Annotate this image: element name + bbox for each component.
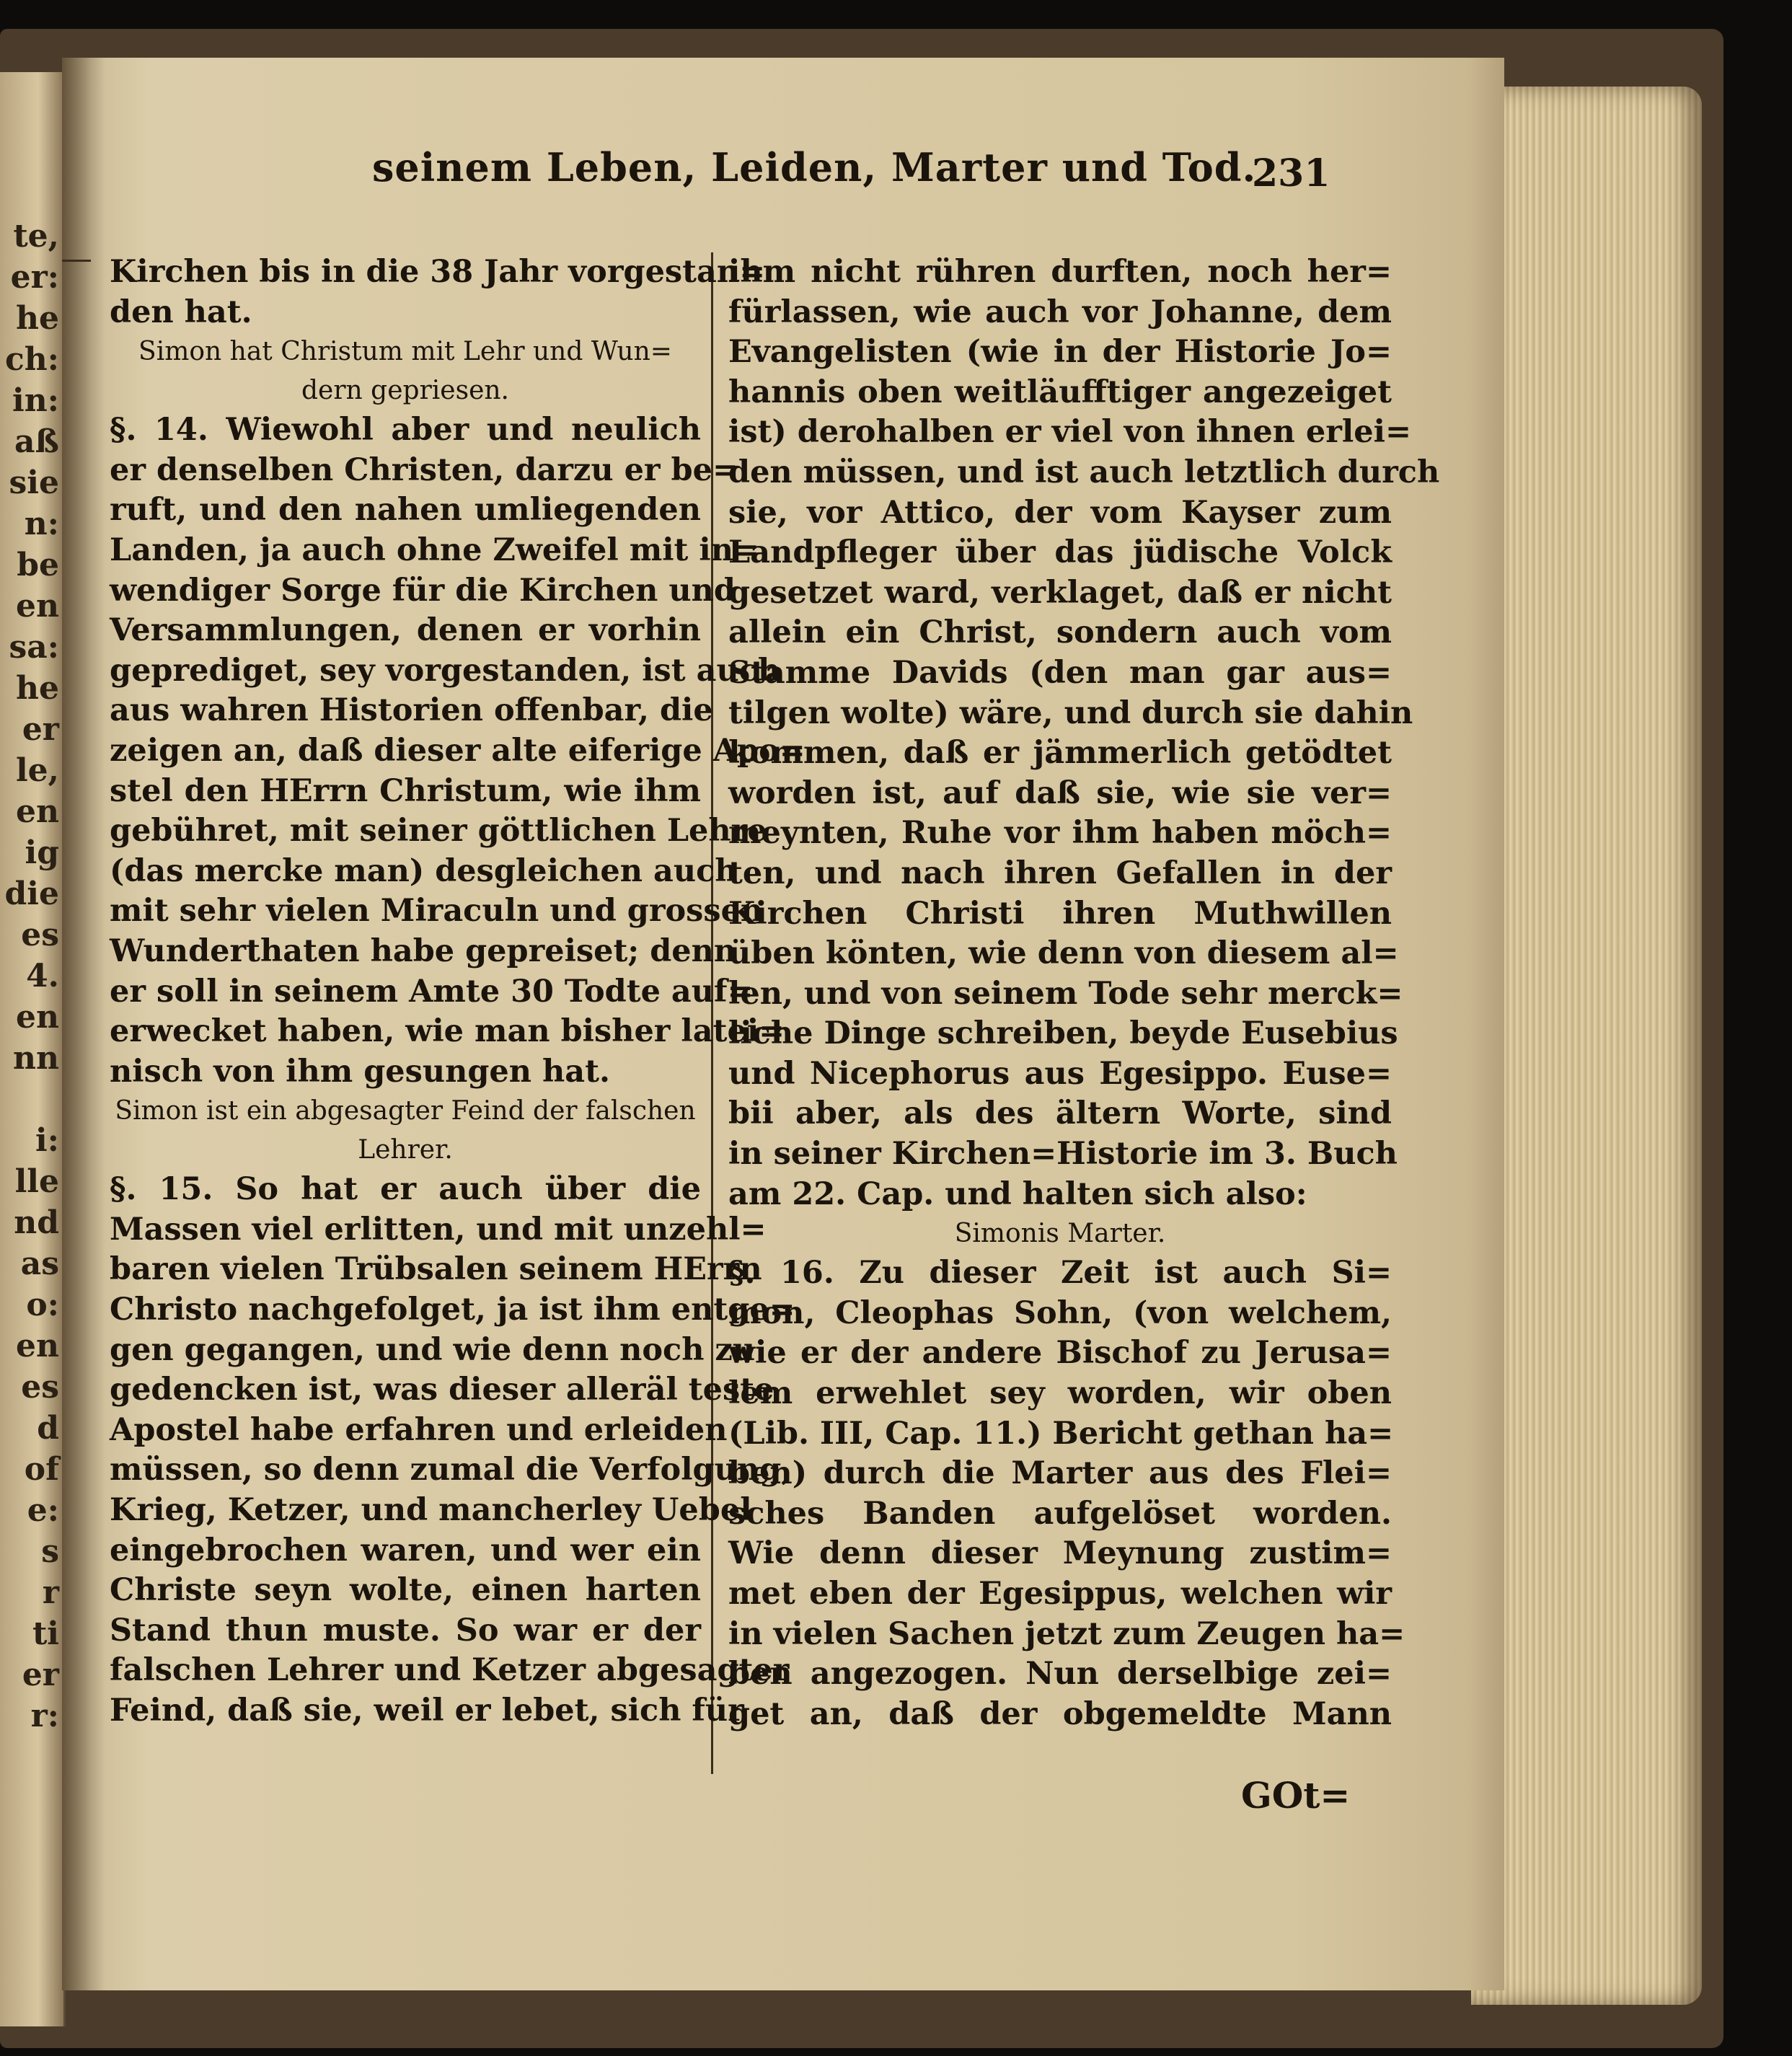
text-line: Apostel habe erfahren und erleiden xyxy=(110,1411,728,1448)
text-line: allein ein Christ, sondern auch vom xyxy=(728,614,1392,651)
previous-page-fragment: e: xyxy=(27,1492,59,1529)
previous-page-fragment: he xyxy=(16,670,59,707)
text-line: (Lib. III, Cap. 11.) Bericht gethan ha= xyxy=(728,1415,1394,1452)
text-line: Landpfleger über das jüdische Volck xyxy=(728,534,1392,571)
previous-page-fragment: es xyxy=(21,917,59,953)
text-line: ist) derohalben er viel von ihnen erlei= xyxy=(728,414,1411,451)
text-line: Kirchen Christi ihren Muthwillen xyxy=(728,895,1392,932)
text-line: lem erwehlet sey worden, wir oben xyxy=(728,1375,1392,1412)
text-line: worden ist, auf daß sie, wie sie ver= xyxy=(728,775,1392,811)
text-line: §. 15. So hat er auch über die xyxy=(110,1171,701,1208)
previous-page-fragment: nn xyxy=(13,1040,59,1077)
text-line: den müssen, und ist auch letztlich durch xyxy=(728,454,1440,490)
marginal-heading: Lehrer. xyxy=(358,1135,453,1165)
text-line: sches Banden aufgelöset worden. xyxy=(728,1495,1392,1532)
text-line: stel den HErrn Christum, wie ihm xyxy=(110,772,701,809)
previous-page-fragment: er xyxy=(22,711,59,748)
text-line: Wunderthaten habe gepreiset; denn xyxy=(110,932,737,969)
text-line: (das mercke man) desgleichen auch xyxy=(110,852,738,889)
text-line: eingebrochen waren, und wer ein xyxy=(110,1532,701,1569)
previous-page-edge xyxy=(0,72,66,2026)
previous-page-fragment: er: xyxy=(10,259,59,296)
previous-page-fragment: he xyxy=(16,300,59,337)
text-line: liche Dinge schreiben, beyde Eusebius xyxy=(728,1015,1398,1052)
text-line: Landen, ja auch ohne Zweifel mit in= xyxy=(110,531,760,568)
text-line: mit sehr vielen Miraculn und grossen xyxy=(110,893,764,930)
marginal-heading: Simon hat Christum mit Lehr und Wun= xyxy=(138,337,672,367)
page-number: 231 xyxy=(1252,151,1330,195)
marginal-heading: dern gepriesen. xyxy=(301,376,510,406)
previous-page-fragment: sa: xyxy=(9,629,59,666)
previous-page-fragment: en xyxy=(16,1328,59,1364)
text-line: üben könten, wie denn von diesem al= xyxy=(728,935,1399,972)
text-line: ben angezogen. Nun derselbige zei= xyxy=(728,1656,1392,1693)
text-line: müssen, so denn zumal die Verfolgung, xyxy=(110,1452,793,1488)
gutter-shadow xyxy=(62,58,105,1990)
text-line: den hat. xyxy=(110,294,252,330)
text-line: er soll in seinem Amte 30 Todte auf= xyxy=(110,973,754,1010)
previous-page-fragment: r: xyxy=(30,1698,59,1734)
previous-page-fragment: lle xyxy=(14,1163,59,1200)
previous-page-fragment: ti xyxy=(32,1615,59,1652)
previous-page-fragment: er xyxy=(22,1656,59,1693)
text-line: Versammlungen, denen er vorhin xyxy=(110,612,701,649)
text-line: kommen, daß er jämmerlich getödtet xyxy=(728,735,1392,772)
previous-page-fragment: sie xyxy=(9,464,59,501)
text-line: gesetzet ward, verklaget, daß er nicht xyxy=(728,574,1392,611)
marginal-heading: Simon ist ein abgesagter Feind der falschen xyxy=(115,1096,696,1126)
page-edges xyxy=(1471,87,1702,2005)
text-line: am 22. Cap. und halten sich also: xyxy=(728,1175,1307,1212)
previous-page-fragment: d xyxy=(37,1410,59,1447)
previous-page-fragment: o: xyxy=(26,1287,59,1323)
text-line: Kirchen bis in die 38 Jahr vorgestan= xyxy=(110,254,766,290)
text-line: wie er der andere Bischof zu Jerusa= xyxy=(728,1335,1392,1372)
text-line: mon, Cleophas Sohn, (von welchem, xyxy=(728,1294,1392,1331)
book-page xyxy=(62,58,1504,1990)
text-line: Evangelisten (wie in der Historie Jo= xyxy=(728,334,1392,371)
text-line: ruft, und den nahen umliegenden xyxy=(110,492,701,529)
text-line: Feind, daß sie, weil er lebet, sich für xyxy=(110,1693,744,1729)
previous-page-fragment: n: xyxy=(24,506,59,542)
text-line: Krieg, Ketzer, und mancherley Uebel xyxy=(110,1492,752,1529)
previous-page-fragment: ig xyxy=(25,834,59,871)
text-line: gedencken ist, was dieser alleräl teste xyxy=(110,1372,774,1408)
text-line: gebühret, mit seiner göttlichen Lehre xyxy=(110,813,767,850)
previous-page-fragment: i: xyxy=(35,1122,59,1159)
left-column xyxy=(110,252,805,1731)
previous-page-fragment: as xyxy=(20,1245,59,1282)
text-line: in vielen Sachen jetzt zum Zeugen ha= xyxy=(728,1615,1405,1652)
text-line: Massen viel erlitten, und mit unzehl= xyxy=(110,1211,767,1248)
previous-page-fragment: nd xyxy=(14,1204,59,1241)
text-line: meynten, Ruhe vor ihm haben möch= xyxy=(728,815,1392,852)
previous-page-fragment: te, xyxy=(13,218,59,255)
header-rule xyxy=(62,260,91,262)
text-line: zeigen an, daß dieser alte eiferige Apo= xyxy=(110,732,805,769)
right-column xyxy=(728,252,1440,1734)
text-line: Christo nachgefolget, ja ist ihm entge= xyxy=(110,1292,795,1328)
catchword: GOt= xyxy=(1241,1774,1351,1817)
text-line: geprediget, sey vorgestanden, ist auch xyxy=(110,652,781,689)
previous-page-fragment: 4. xyxy=(26,958,59,994)
marginal-heading: Simonis Marter. xyxy=(954,1219,1166,1249)
text-line: gen gegangen, und wie denn noch zu xyxy=(110,1331,756,1368)
text-line: len, und von seinem Tode sehr merck= xyxy=(728,975,1403,1012)
previous-page-fragment: le, xyxy=(15,752,59,789)
previous-page-fragment: en xyxy=(16,793,59,830)
text-line: fürlassen, wie auch vor Johanne, dem xyxy=(728,294,1392,330)
text-line: Stand thun muste. So war er der xyxy=(110,1612,701,1649)
text-line: §. 14. Wiewohl aber und neulich xyxy=(110,412,701,449)
text-line: wendiger Sorge für die Kirchen und xyxy=(110,572,736,609)
text-line: und Nicephorus aus Egesippo. Euse= xyxy=(728,1055,1392,1092)
text-line: tilgen wolte) wäre, und durch sie dahin xyxy=(728,694,1413,731)
text-line: Stamme Davids (den man gar aus= xyxy=(728,654,1392,691)
text-line: ihm nicht rühren durften, noch her= xyxy=(728,254,1392,290)
text-line: Christe seyn wolte, einen harten xyxy=(110,1572,701,1609)
text-line: ben) durch die Marter aus des Flei= xyxy=(728,1455,1392,1492)
text-line: er denselben Christen, darzu er be= xyxy=(110,451,739,488)
previous-page-fragment: r xyxy=(42,1574,59,1611)
previous-page-fragment: aß xyxy=(14,423,59,460)
text-line: Wie denn dieser Meynung zustim= xyxy=(728,1535,1392,1572)
text-line: in seiner Kirchen=Historie im 3. Buch xyxy=(728,1136,1398,1173)
previous-page-fragment: es xyxy=(21,1369,59,1406)
previous-page-fragment: en xyxy=(16,588,59,625)
text-line: bii aber, als des ältern Worte, sind xyxy=(728,1095,1392,1132)
text-line: met eben der Egesippus, welchen wir xyxy=(728,1576,1392,1612)
text-line: §. 16. Zu dieser Zeit ist auch Si= xyxy=(728,1255,1392,1292)
text-line: erwecket haben, wie man bisher latei= xyxy=(110,1013,785,1050)
previous-page-fragment: die xyxy=(4,875,59,912)
text-line: get an, daß der obgemeldte Mann xyxy=(728,1695,1392,1732)
text-line: baren vielen Trübsalen seinem HErrn xyxy=(110,1251,762,1288)
text-line: aus wahren Historien offenbar, die xyxy=(110,692,713,729)
text-line: hannis oben weitläufftiger angezeiget xyxy=(728,374,1392,410)
previous-page-fragment: of xyxy=(24,1451,59,1488)
text-line: falschen Lehrer und Ketzer abgesagter xyxy=(110,1652,790,1689)
previous-page-fragment: in: xyxy=(12,382,59,419)
previous-page-fragment: ch: xyxy=(4,341,59,378)
previous-page-fragment: en xyxy=(16,999,59,1036)
previous-page-fragment: be xyxy=(17,547,59,583)
text-line: ten, und nach ihren Gefallen in der xyxy=(728,855,1392,891)
previous-page-fragment: s xyxy=(41,1533,59,1570)
running-header: seinem Leben, Leiden, Marter und Tod. xyxy=(372,144,1257,190)
text-line: sie, vor Attico, der vom Kayser zum xyxy=(728,494,1392,531)
text-line: nisch von ihm gesungen hat. xyxy=(110,1053,610,1090)
